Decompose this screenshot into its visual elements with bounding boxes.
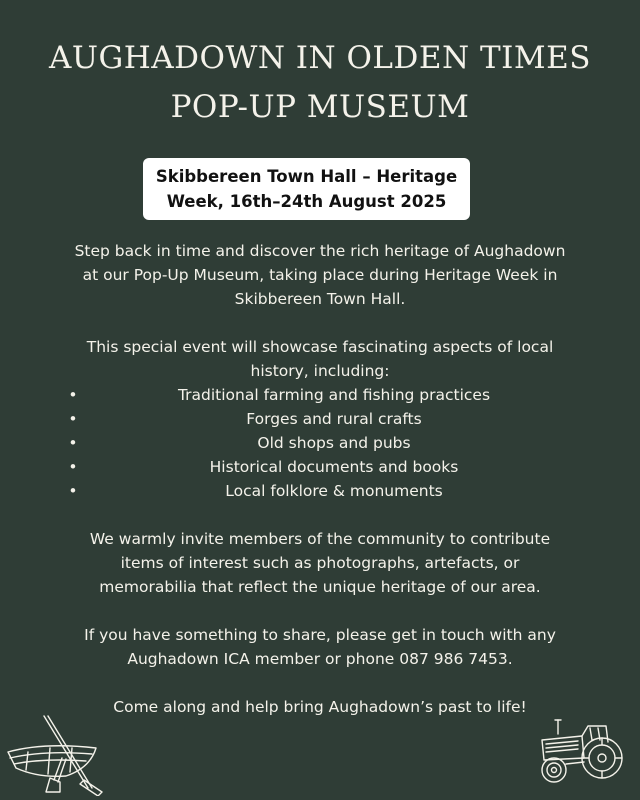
showcase-line-2: history, including: — [250, 362, 390, 380]
contact-line-2: Aughadown ICA member or phone 087 986 7453. — [127, 650, 513, 668]
intro-line-2: at our Pop-Up Museum, taking place during Heritage Week in — [82, 266, 558, 284]
list-item-text: Forges and rural crafts — [246, 410, 422, 428]
invite-paragraph — [40, 527, 600, 599]
title-line-1: AUGHADOWN IN OLDEN TIMES — [48, 40, 592, 76]
bullet-icon: • — [68, 410, 78, 428]
invite-line-1: We warmly invite members of the community to contribute — [89, 530, 551, 548]
list-item — [66, 407, 602, 431]
invite-line-3: memorabilia that reflect the unique heritage of our area. — [99, 578, 541, 596]
list-item — [66, 455, 602, 479]
bullet-icon: • — [68, 458, 78, 476]
list-item-text: Local folklore & monuments — [225, 482, 443, 500]
intro-line-3: Skibbereen Town Hall. — [234, 290, 406, 308]
showcase-paragraph — [40, 335, 600, 383]
list-item — [66, 479, 602, 503]
venue-date-badge — [143, 158, 470, 220]
bullet-icon: • — [68, 482, 78, 500]
title-line-2: POP-UP MUSEUM — [170, 89, 470, 125]
tractor-icon — [528, 712, 628, 792]
contact-paragraph — [40, 623, 600, 671]
venue-line-2: Week, 16th–24th August 2025 — [166, 192, 447, 211]
list-item — [66, 383, 602, 407]
showcase-list — [66, 383, 602, 503]
list-item-text: Historical documents and books — [209, 458, 459, 476]
closing-line: Come along and help bring Aughadown’s past to life! — [113, 698, 527, 716]
invite-line-2: items of interest such as photographs, artefacts, or — [120, 554, 520, 572]
showcase-line-1: This special event will showcase fascinating aspects of local — [86, 338, 554, 356]
poster-title — [0, 34, 640, 132]
rowing-boat-icon — [4, 712, 108, 796]
list-item-text: Traditional farming and fishing practices — [177, 386, 491, 404]
bullet-icon: • — [68, 434, 78, 452]
intro-line-1: Step back in time and discover the rich heritage of Aughadown — [74, 242, 566, 260]
bullet-icon: • — [68, 386, 78, 404]
contact-line-1: If you have something to share, please get in touch with any — [84, 626, 556, 644]
intro-paragraph — [40, 239, 600, 311]
list-item — [66, 431, 602, 455]
list-item-text: Old shops and pubs — [257, 434, 411, 452]
venue-line-1: Skibbereen Town Hall – Heritage — [155, 167, 458, 186]
